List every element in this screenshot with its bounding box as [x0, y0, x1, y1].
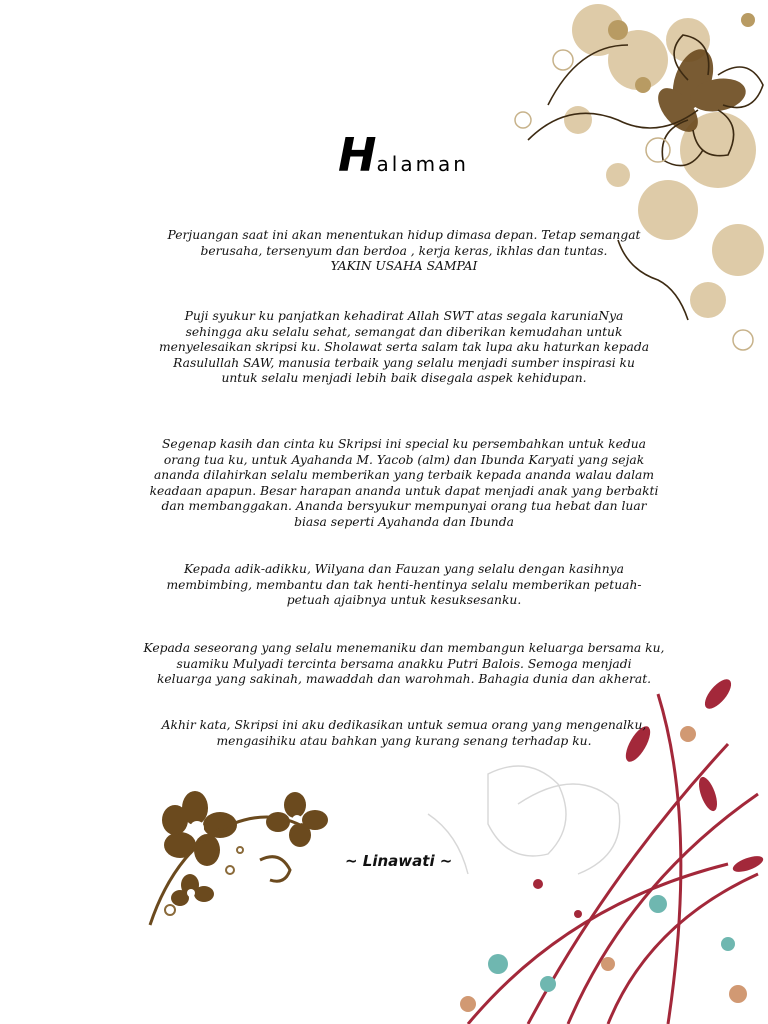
text-line: Akhir kata, Skripsi ini aku dedikasikan untuk semua orang yang mengenalku,: [161, 718, 647, 732]
title-rest: alaman: [376, 152, 469, 176]
text-line: menyelesaikan skripsi ku. Sholawat serta salam tak lupa aku haturkan kepada: [158, 340, 650, 355]
paragraph-gratitude: [140, 309, 668, 387]
text-line: mengasihiku atau bahkan yang kurang senang terhadap ku.: [216, 733, 592, 748]
title-initial: H: [338, 128, 377, 182]
text-line: ananda dilahirkan selalu memberikan yang terbaik kepada ananda walau dalam: [153, 468, 655, 483]
paragraph-closing: [140, 718, 668, 749]
text-line: dan membanggakan. Ananda bersyukur mempunyai orang tua hebat dan luar: [161, 499, 647, 514]
text-line: petuah ajaibnya untuk kesuksesanku.: [286, 593, 522, 608]
text-line: untuk selalu menjadi lebih baik disegala aspek kehidupan.: [221, 371, 587, 386]
author-signature: ~ Linawati ~: [345, 852, 453, 870]
text-line: keadaan apapun. Besar harapan ananda untuk dapat menjadi anak yang berbakti: [149, 483, 659, 498]
text-line: biasa seperti Ayahanda dan Ibunda: [294, 514, 514, 529]
text-line: Kepada adik-adikku, Wilyana dan Fauzan yang selalu dengan kasihnya: [184, 562, 624, 576]
paragraph-siblings: [140, 562, 668, 609]
text-line: suamiku Mulyadi tercinta bersama anakku Putri Balois. Semoga menjadi: [176, 656, 632, 671]
paragraph-family: [140, 641, 668, 688]
floral-ornament-bottom-right: [408, 634, 768, 1024]
text-line: Perjuangan saat ini akan menentukan hidup dimasa depan. Tetap semangat: [167, 228, 641, 242]
page-title: [338, 128, 469, 182]
text-line: Puji syukur ku panjatkan kehadirat Allah SWT atas segala karuniaNya: [184, 309, 624, 323]
text-line: sehingga aku selalu sehat, semangat dan diberikan kemudahan untuk: [185, 324, 623, 339]
floral-ornament-bottom-left: [140, 790, 340, 930]
paragraph-parents: [140, 437, 668, 531]
text-line: berusaha, tersenyum dan berdoa , kerja keras, ikhlas dan tuntas.: [200, 243, 608, 258]
text-line: Rasulullah SAW, manusia terbaik yang selalu menjadi sumber inspirasi ku: [173, 355, 635, 370]
paragraph-motto: [140, 228, 668, 275]
text-line: YAKIN USAHA SAMPAI: [330, 259, 478, 274]
text-line: membimbing, membantu dan tak henti-hentinya selalu memberikan petuah-: [166, 577, 642, 592]
text-line: orang tua ku, untuk Ayahanda M. Yacob (alm) dan Ibunda Karyati yang sejak: [163, 452, 645, 467]
text-line: keluarga yang sakinah, mawaddah dan warohmah. Bahagia dunia dan akherat.: [156, 672, 652, 687]
text-line: Kepada seseorang yang selalu menemaniku dan membangun keluarga bersama ku,: [143, 641, 665, 655]
text-line: Segenap kasih dan cinta ku Skripsi ini special ku persembahkan untuk kedua: [161, 437, 647, 451]
